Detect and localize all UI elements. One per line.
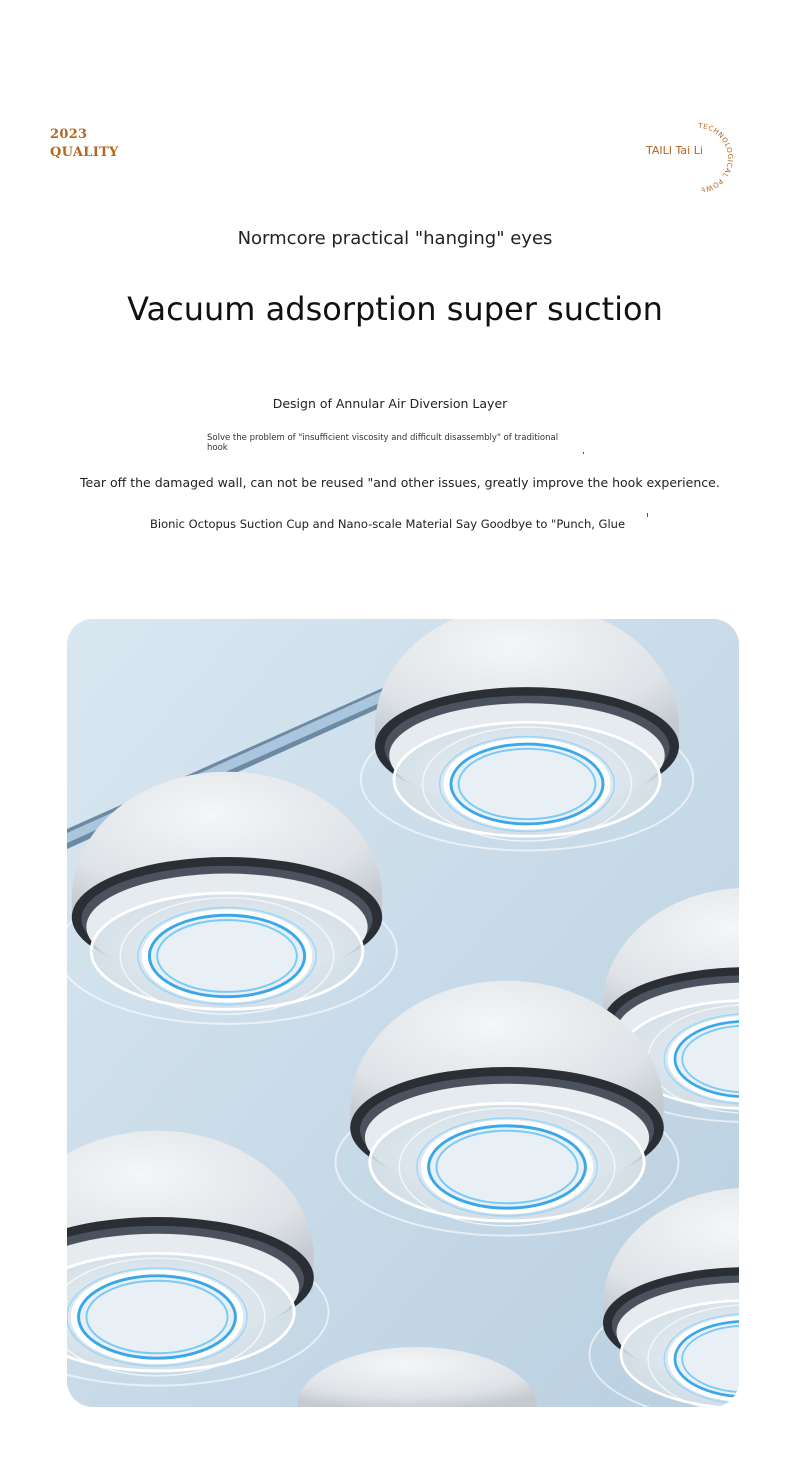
year-quality-label (50, 126, 119, 162)
divider-mark (583, 452, 584, 454)
suction-cups-illustration (67, 619, 739, 1407)
badge-arc-text: TECHNOLOGICAL POWE (697, 121, 735, 192)
product-photo (67, 619, 739, 1407)
quality-text: QUALITY (50, 145, 119, 160)
description-heading: Design of Annular Air Diversion Layer (272, 396, 508, 411)
description-line-2: Bionic Octopus Suction Cup and Nano-scale Material Say Goodbye to "Punch, Glue (150, 517, 626, 531)
brand-name: TAILI Tai Li (646, 144, 703, 157)
subtitle: Normcore practical "hanging" eyes (237, 228, 553, 249)
page-title: Vacuum adsorption super suction (127, 290, 663, 328)
brand-badge (636, 116, 746, 192)
year-text: 2023 (50, 127, 88, 142)
divider-mark (647, 513, 648, 517)
description-note: Solve the problem of "insufficient viscosity and difficult disassembly" of traditional hook (207, 433, 559, 453)
description-line-1: Tear off the damaged wall, can not be reused "and other issues, greatly improve the hook experience. (80, 475, 720, 490)
